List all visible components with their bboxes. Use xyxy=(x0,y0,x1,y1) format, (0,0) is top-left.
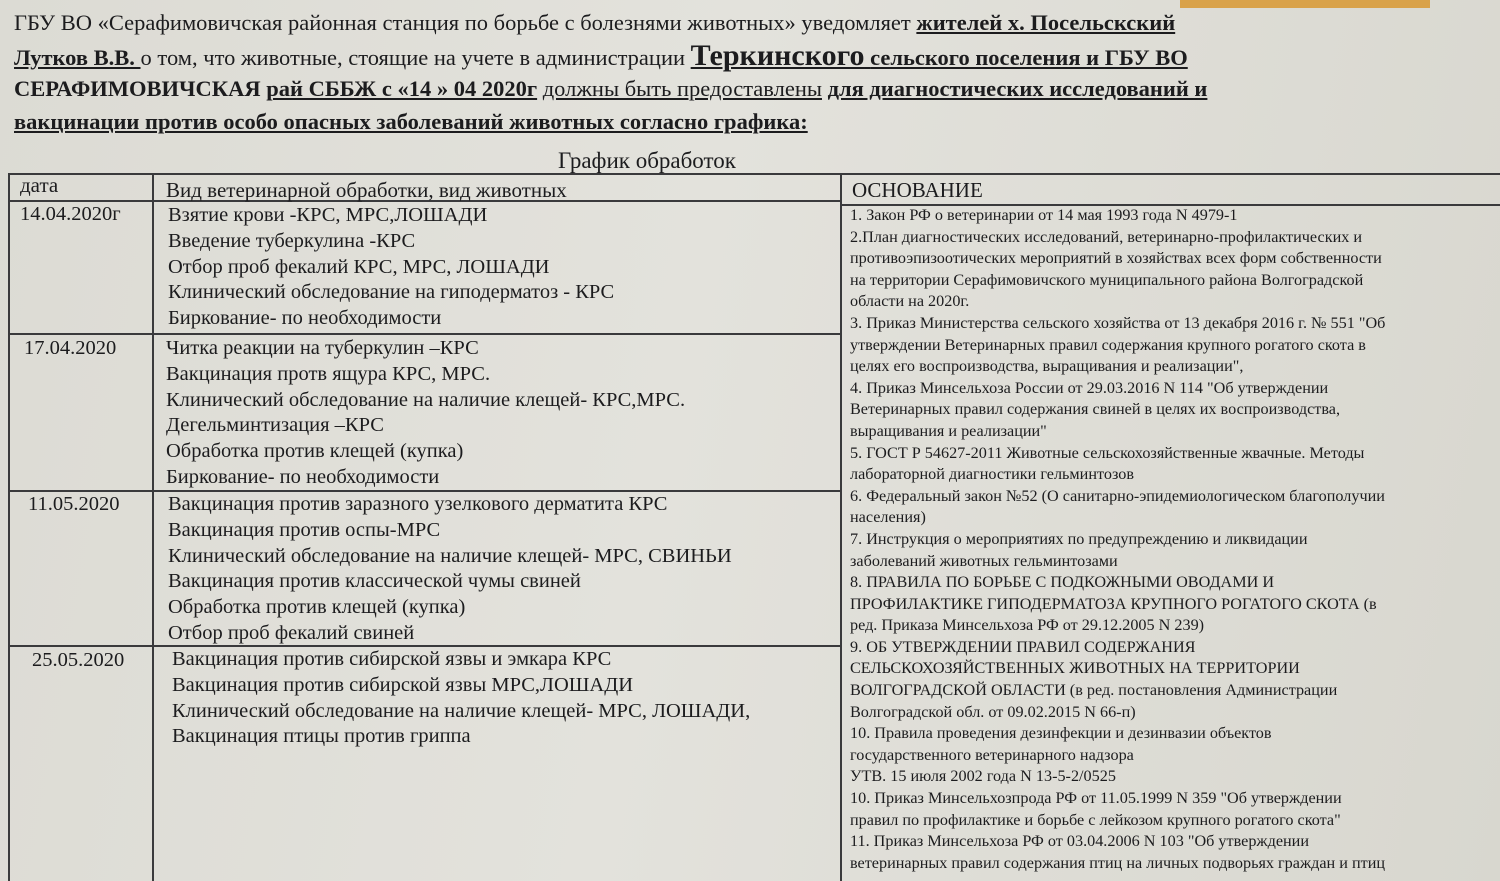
row-3-procedures: Вакцинация против заразного узелкового дерматита КРС Вакцинация против оспы-МРС Клинический обследование на наличие клещей- МРС, СВИНЬИ Вакцинация против классической чумы свиней Обработка против клещей (купка) Отбор проб фекалий свиней xyxy=(168,493,732,644)
header-date: дата xyxy=(20,173,59,197)
notice-paragraph xyxy=(14,6,1494,138)
table-col-divider-1 xyxy=(152,173,154,881)
row-divider-1 xyxy=(8,333,840,335)
notice-line-3: СЕРАФИМОВИЧСКАЯ рай СББЖ с «14 » 04 2020г должны быть предоставлены для диагностических исследований и xyxy=(14,76,1208,101)
header-treatment: Вид ветеринарной обработки, вид животных xyxy=(166,178,567,202)
row-1-procedures: Взятие крови -КРС, МРС,ЛОШАДИ Введение туберкулина -КРС Отбор проб фекалий КРС, МРС, ЛОШАДИ Клинический обследование на гиподерматоз - КРС Биркование- по необходимости xyxy=(168,204,615,330)
row-4-procedures: Вакцинация против сибирской язвы и эмкара КРС Вакцинация против сибирской язвы МРС,ЛОШАДИ Клинический обследование на наличие клещей- МРС, ЛОШАДИ, Вакцинация птицы против гриппа xyxy=(172,648,751,748)
row-2-procedures: Читка реакции на туберкулин –КРС Вакцинация протв ящура КРС, МРС. Клинический обследование на наличие клещей- КРС,МРС. Дегельминтизация –КРС Обработка против клещей (купка) Биркование- по необходимости xyxy=(166,337,686,488)
notice-line-1: ГБУ ВО «Серафимовичская районная станция по борьбе с болезнями животных» уведомляет жителей х. Посельскский xyxy=(14,10,1176,35)
schedule-title: График обработок xyxy=(558,148,736,173)
table-col-divider-2 xyxy=(840,173,842,881)
row-4-date: 25.05.2020 xyxy=(32,649,125,671)
table-left-border xyxy=(8,173,10,881)
table-top-border xyxy=(8,173,1500,175)
row-2-date: 17.04.2020 xyxy=(24,337,117,359)
notice-line-2: Лутков В.В. о том, что животные, стоящие на учете в администрации Теркинского сельского поселения и ГБУ ВО xyxy=(14,39,1188,72)
header-basis: ОСНОВАНИЕ xyxy=(852,178,983,202)
basis-list: 1. Закон РФ о ветеринарии от 14 мая 1993 года N 4979-1 2.План диагностических исследований, ветеринарно-профилактических и противоэпизоотических мероприятий в хозяйствах всех форм собственности на территории Серафимовичского муниципального района Волгоградской области на 2020г. 3. Приказ Министерства сельского хозяйства от 13 декабря 2016 г. № 551 "Об утверждении Ветеринарных правил содержания крупного рогатого скота в целях его воспроизводства, выращивания и реализации", 4. Приказ Минсельхоза России от 29.03.2016 N 114 "Об утверждении Ветеринарных правил содержания свиней в целях их воспроизводства, выращивания и реализации" 5. ГОСТ Р 54627-2011 Животные сельскохозяйственные жвачные. Методы лабораторной диагностики гельминтозов 6. Федеральный закон №52 (О санитарно-эпидемиологическом благополучии населения) 7. Инструкция о мероприятиях по предупреждению и ликвидации заболеваний животных гельминтозами 8. ПРАВИЛА ПО БОРЬБЕ С ПОДКОЖНЫМИ ОВОДАМИ И ПРОФИЛАКТИКЕ ГИПОДЕРМАТОЗА КРУПНОГО РОГАТОГО СКОТА (в ред. Приказа Минсельхоза РФ от 29.12.2005 N 239) 9. ОБ УТВЕРЖДЕНИИ ПРАВИЛ СОДЕРЖАНИЯ СЕЛЬСКОХОЗЯЙСТВЕННЫХ ЖИВОТНЫХ НА ТЕРРИТОРИИ ВОЛГОГРАДСКОЙ ОБЛАСТИ (в ред. постановления Администрации Волгоградской обл. от 09.02.2015 N 66-п) 10. Правила проведения дезинфекции и дезинвазии объектов государственного ветеринарного надзора УТВ. 15 июля 2002 года N 13-5-2/0525 10. Приказ Минсельхозпрода РФ от 11.05.1999 N 359 "Об утверждении правил по профилактике и борьбе с лейкозом крупного рогатого скота" 11. Приказ Минсельхоза РФ от 03.04.2006 N 103 "Об утверждении ветеринарных правил содержания птиц на личных подворьях граждан и птиц xyxy=(850,206,1386,872)
row-1-date: 14.04.2020г xyxy=(20,203,121,225)
notice-line-4: вакцинации против особо опасных заболеваний животных согласно графика: xyxy=(14,109,808,134)
row-3-date: 11.05.2020 xyxy=(28,493,120,515)
